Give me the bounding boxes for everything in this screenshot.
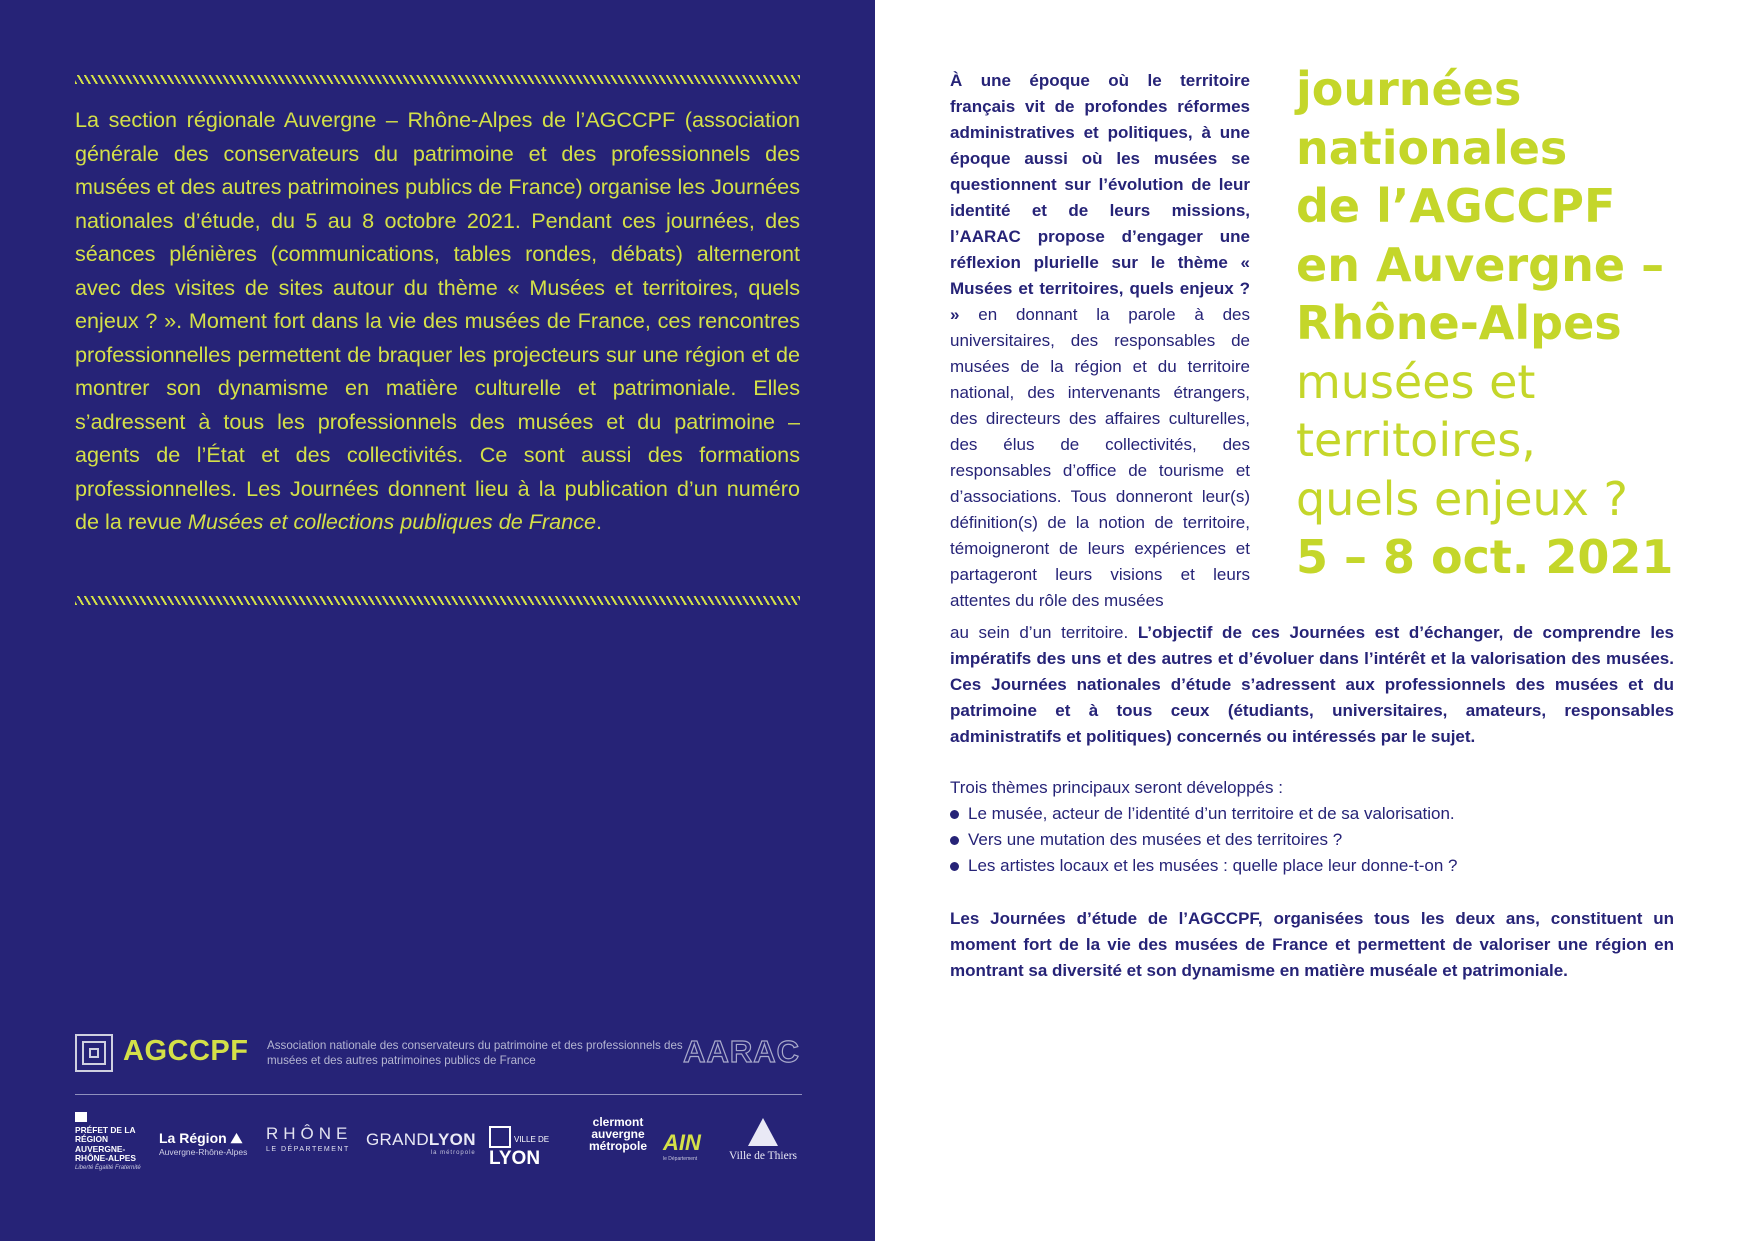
lyon-name: LYON	[489, 1148, 541, 1170]
prefet-motto: Liberté Égalité Fraternité	[75, 1165, 141, 1172]
rhone-sub: LE DÉPARTEMENT	[266, 1146, 350, 1153]
lion-icon	[489, 1126, 511, 1148]
clermont-logo: clermont auvergne métropole	[588, 1115, 647, 1153]
thiers-logo	[723, 1118, 803, 1162]
objective-paragraph	[950, 620, 1674, 750]
ain-name: AIN	[663, 1130, 701, 1155]
headline-line-5: Rhône-Alpes	[1296, 296, 1622, 350]
agccpf-logo-text: AGCCPF	[123, 1035, 249, 1067]
event-headline	[1296, 60, 1696, 587]
intro-column	[950, 68, 1250, 614]
region-sub: Auvergne-Rhône-Alpes	[159, 1147, 248, 1157]
intro-column-rest: en donnant la parole à des universitaires, des responsables de musées de la région et du territoire national, des intervenants étrangers, des directeurs des affaires culturelles, des élus de collectivités, des responsables d’office de tourisme et d’associations. Tous donneront leur(s) définition(s) de la notion de territoire, témoigneront de leurs expériences et partageront leurs visions et leurs attentes du rôle des musées	[950, 305, 1250, 610]
objective-prefix: au sein d’un territoire.	[950, 623, 1138, 642]
event-dates: 5 – 8 oct. 2021	[1296, 530, 1674, 584]
grandlyon-a: GRAND	[366, 1130, 429, 1149]
list-item: Le musée, acteur de l’identité d’un territoire et de sa valorisation.	[950, 801, 1458, 827]
agccpf-logo-icon	[75, 1034, 113, 1072]
grandlyon-logo	[366, 1130, 476, 1156]
prefet-logo	[75, 1112, 145, 1172]
headline-line-6: musées et	[1296, 354, 1536, 409]
region-mountain-icon: ⛰	[230, 1130, 243, 1146]
list-item: Vers une mutation des musées et des territoires ?	[950, 827, 1458, 853]
grandlyon-b: LYON	[428, 1130, 476, 1149]
organizer-logos	[75, 1034, 802, 1076]
objective-text: L’objectif de ces Journées est d’échanger, de comprendre les impératifs des uns et des autres et d’évoluer dans l’intérêt et la valorisation des musées. Ces Journées nationales d’étude s’adressent aux professionnels des musées et du patrimoine et à tous ceux (étudiants, universitaires, amateurs, responsables administratifs et politiques) concernés ou intéressés par le sujet.	[950, 623, 1674, 746]
grandlyon-sub: la métropole	[430, 1150, 476, 1156]
headline-line-4: en Auvergne –	[1296, 237, 1665, 292]
hatch-divider-top	[75, 75, 800, 84]
prefet-text: PRÉFET DE LA RÉGION AUVERGNE-RHÔNE-ALPES	[75, 1125, 136, 1163]
rhone-name: RHÔNE	[266, 1124, 353, 1143]
sail-icon	[748, 1118, 778, 1146]
intro-end: .	[595, 509, 602, 534]
intro-paragraph	[75, 103, 800, 539]
logo-divider	[75, 1094, 802, 1095]
headline-line-2: nationales	[1296, 120, 1568, 175]
themes-list	[950, 801, 1458, 879]
lyon-logo	[489, 1126, 569, 1170]
closing-paragraph: Les Journées d’étude de l’AGCCPF, organisées tous les deux ans, constituent un moment fort de la vie des musées de France et permettent de valoriser une région en montrant sa diversité et son dynamisme en matière muséale et patrimoniale.	[950, 909, 1674, 980]
thiers-name: Ville de Thiers	[728, 1150, 798, 1162]
lyon-small: VILLE DE	[514, 1135, 550, 1145]
ain-logo	[663, 1130, 701, 1162]
aarac-logo: AARAC	[683, 1034, 800, 1069]
agccpf-description: Association nationale des conservateurs du patrimoine et des professionnels des musées et des autres patrimoines publics de France	[267, 1039, 683, 1067]
headline-line-1: journées	[1296, 62, 1522, 116]
rhone-logo	[266, 1124, 358, 1153]
list-item: Les artistes locaux et les musées : quelle place leur donne-t-on ?	[950, 853, 1458, 879]
ain-sub: le Département	[663, 1156, 698, 1162]
marianne-icon	[75, 1112, 87, 1122]
partner-logos	[75, 1112, 802, 1182]
headline-line-3: de l’AGCCPF	[1296, 179, 1616, 233]
region-logo	[159, 1130, 271, 1157]
headline-line-8: quels enjeux ?	[1296, 471, 1628, 526]
journal-title: Musées et collections publiques de France	[187, 509, 596, 534]
intro-column-bold: À une époque où le territoire français vit de profondes réformes administratives et politiques, à une époque aussi où les musées se questionnent sur l’évolution de leur identité et de leurs missions, l’AARAC propose d’engager une réflexion plurielle sur le thème « Musées et territoires, quels enjeux ? »	[950, 71, 1250, 324]
hatch-divider-bottom	[75, 596, 800, 605]
themes-heading: Trois thèmes principaux seront développés :	[950, 778, 1283, 797]
headline-line-7: territoires,	[1296, 413, 1536, 467]
intro-text: La section régionale Auvergne – Rhône-Alpes de l’AGCCPF (association générale des conservateurs du patrimoine et des professionnels des musées et des autres patrimoines publics de France) organise les Journées nationales d’étude, du 5 au 8 octobre 2021. Pendant ces journées, des séances plénières (communications, tables rondes, débats) alterneront avec des visites de sites autour du thème « Musées et territoires, quels enjeux ? ». Moment fort dans la vie des musées de France, ces rencontres professionnelles permettent de braquer les projecteurs sur une région et de montrer son dynamisme en matière culturelle et patrimoniale. Elles s’adressent à tous les professionnels des musées et du patrimoine – agents de l’État et des collectivités. Ce sont aussi des formations professionnelles. Les Journées donnent lieu à la publication d’un numéro de la revue	[75, 107, 800, 534]
region-name: La Région	[159, 1130, 227, 1146]
